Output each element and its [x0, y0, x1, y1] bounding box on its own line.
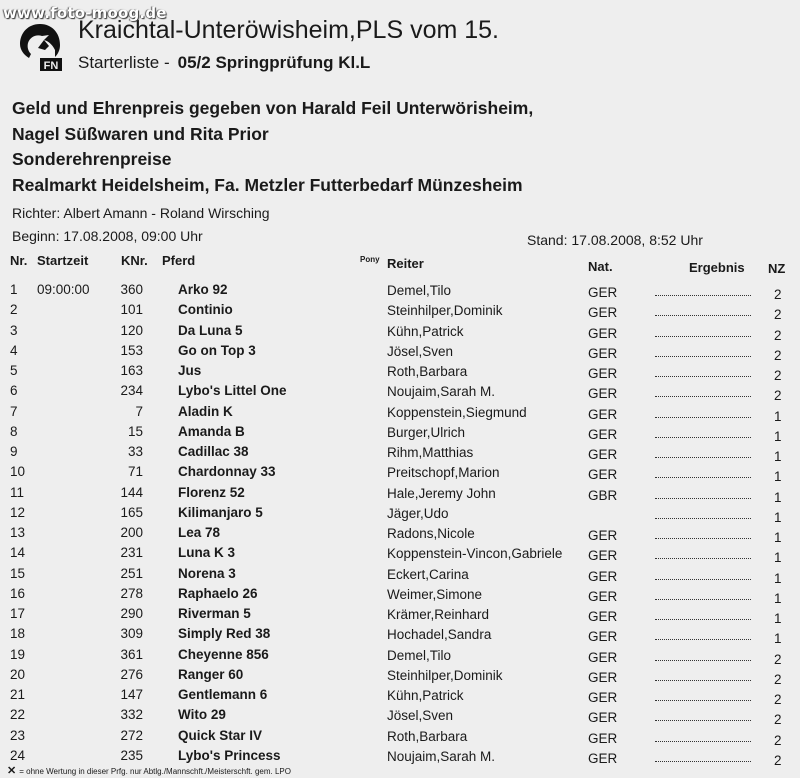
table-row [0, 383, 800, 403]
row-horse: Florenz 52 [178, 484, 245, 500]
row-knr: 200 [120, 525, 143, 540]
row-knr: 153 [120, 342, 143, 358]
row-knr: 278 [120, 585, 143, 601]
row-nz: 2 [774, 327, 782, 343]
result-dotted-line [655, 720, 751, 721]
table-row [0, 707, 800, 727]
table-row [0, 323, 800, 343]
header-nr: Nr. [10, 253, 28, 268]
table-row [0, 505, 800, 525]
row-knr: 290 [120, 606, 143, 621]
row-nr: 16 [10, 585, 26, 601]
result-dotted-line [655, 680, 751, 681]
table-row [0, 404, 800, 424]
row-rider: Jösel,Sven [387, 708, 454, 724]
row-rider: Hale,Jeremy John [387, 485, 496, 501]
header-ergebnis: Ergebnis [689, 260, 745, 275]
row-startzeit: 09:00:00 [37, 282, 90, 297]
table-row [0, 424, 800, 444]
row-nat: GER [588, 669, 618, 685]
header-pony: Pony [360, 255, 380, 264]
row-nr: 3 [10, 322, 18, 338]
row-nr: 22 [10, 707, 26, 723]
row-nat: GER [588, 588, 618, 604]
row-knr: 235 [120, 747, 143, 763]
row-nz: 1 [774, 590, 782, 606]
sponsor-line-3: Sonderehrenpreise [12, 149, 172, 169]
row-rider: Koppenstein-Vincon,Gabriele [387, 546, 563, 562]
row-nat: GER [588, 609, 618, 624]
row-nz: 1 [774, 570, 782, 586]
row-nr: 5 [10, 363, 18, 378]
row-nz: 1 [774, 631, 782, 647]
table-row [0, 444, 800, 464]
row-horse: Go on Top 3 [178, 342, 256, 358]
row-nz: 1 [774, 408, 782, 424]
table-row [0, 606, 800, 626]
row-nr: 9 [10, 444, 18, 459]
row-rider: Steinhilper,Dominik [387, 667, 503, 683]
row-rider: Jösel,Sven [387, 343, 454, 359]
row-nz: 2 [774, 692, 782, 707]
row-nat: GER [588, 305, 618, 321]
row-nz: 2 [774, 752, 782, 768]
row-knr: 163 [120, 363, 143, 378]
row-nat: GER [588, 325, 618, 341]
row-nz: 1 [774, 550, 782, 566]
row-knr: 33 [127, 444, 143, 459]
row-nr: 17 [10, 606, 26, 621]
row-rider: Burger,Ulrich [387, 424, 466, 440]
row-rider: Weimer,Simone [387, 586, 483, 602]
table-row [0, 302, 800, 322]
result-dotted-line [655, 761, 751, 762]
table-row [0, 343, 800, 363]
row-nat: GER [588, 426, 618, 442]
row-knr: 309 [120, 626, 143, 642]
footnote [7, 764, 291, 777]
row-nat: GER [588, 730, 618, 746]
row-rider: Jäger,Udo [387, 505, 449, 521]
row-rider: Eckert,Carina [387, 566, 469, 582]
row-rider: Hochadel,Sandra [387, 627, 492, 643]
row-nat: GER [588, 568, 618, 584]
table-row [0, 545, 800, 565]
row-nz: 2 [774, 307, 782, 323]
table-row [0, 363, 800, 383]
result-dotted-line [655, 741, 751, 742]
header-startzeit: Startzeit [37, 253, 89, 268]
row-nr: 13 [10, 525, 26, 540]
row-nat: GER [588, 366, 618, 381]
row-nz: 2 [774, 287, 782, 302]
row-rider: Kühn,Patrick [387, 688, 464, 703]
starterliste-label: Starterliste - [78, 53, 170, 72]
row-nat: GER [588, 406, 618, 422]
row-knr: 144 [120, 484, 143, 500]
result-dotted-line [655, 538, 751, 539]
table-row [0, 728, 800, 748]
row-knr: 231 [120, 545, 143, 561]
result-dotted-line [655, 417, 751, 418]
watermark-text: www.foto-moog.de [3, 4, 167, 22]
result-dotted-line [655, 477, 751, 478]
row-nr: 6 [10, 383, 18, 399]
result-dotted-line [655, 457, 751, 458]
row-nat: GER [588, 690, 618, 705]
row-nr: 20 [10, 666, 26, 682]
row-nat: GBR [588, 487, 618, 503]
row-nat: GER [588, 548, 618, 564]
row-nz: 1 [774, 509, 782, 525]
row-rider: Demel,Tilo [387, 283, 452, 298]
row-horse: Da Luna 5 [178, 322, 243, 338]
competition-name: 05/2 Springprüfung Kl.L [177, 53, 371, 72]
row-rider: Kühn,Patrick [387, 323, 464, 339]
result-dotted-line [655, 639, 751, 640]
footnote-text: = ohne Wertung in dieser Prfg. nur Abtlg./Mannschft./Meisterschft. gem. LPO [19, 767, 291, 776]
row-knr: 251 [120, 565, 143, 581]
row-nz: 1 [774, 469, 782, 485]
row-rider: Krämer,Reinhard [387, 607, 490, 622]
table-row [0, 525, 800, 545]
result-dotted-line [655, 599, 751, 600]
sponsor-line-4: Realmarkt Heidelsheim, Fa. Metzler Futterbedarf Münzesheim [12, 175, 523, 195]
row-horse: Ranger 60 [178, 666, 244, 682]
result-dotted-line [655, 356, 751, 357]
row-knr: 234 [120, 383, 143, 399]
row-nr: 15 [10, 565, 26, 581]
header-reiter: Reiter [387, 256, 424, 271]
table-row [0, 586, 800, 606]
row-knr: 332 [120, 707, 143, 723]
row-nat: GER [588, 528, 618, 543]
no-rating-cross-icon: ✕ [7, 765, 17, 777]
start-time-text: Beginn: 17.08.2008, 09:00 Uhr [12, 228, 203, 244]
row-knr: 71 [127, 464, 143, 480]
row-nz: 1 [774, 489, 782, 505]
row-knr: 15 [127, 423, 143, 439]
stand-text: Stand: 17.08.2008, 8:52 Uhr [527, 232, 703, 248]
row-nz: 2 [774, 732, 782, 748]
row-nz: 2 [774, 368, 782, 383]
result-dotted-line [655, 579, 751, 580]
row-nr: 18 [10, 626, 26, 642]
row-rider: Roth,Barbara [387, 364, 468, 379]
row-nr: 24 [10, 747, 26, 763]
result-dotted-line [655, 396, 751, 397]
result-dotted-line [655, 518, 751, 519]
result-dotted-line [655, 336, 751, 337]
result-dotted-line [655, 376, 751, 377]
row-knr: 276 [120, 666, 143, 682]
row-nz: 1 [774, 449, 782, 464]
row-horse: Riverman 5 [178, 606, 251, 621]
row-horse: Amanda B [178, 423, 245, 439]
row-nr: 1 [10, 282, 18, 297]
table-row [0, 647, 800, 667]
row-nat: GER [588, 710, 618, 726]
table-row [0, 566, 800, 586]
table-row [0, 667, 800, 687]
row-nr: 2 [10, 302, 18, 318]
row-rider: Koppenstein,Siegmund [387, 404, 527, 420]
row-horse: Chardonnay 33 [178, 464, 276, 480]
svg-text:FN: FN [43, 60, 59, 72]
row-nz: 1 [774, 428, 782, 444]
row-nz: 2 [774, 388, 782, 404]
row-nr: 7 [10, 403, 18, 419]
result-dotted-line [655, 619, 751, 620]
row-knr: 101 [120, 302, 143, 318]
result-dotted-line [655, 700, 751, 701]
row-horse: Norena 3 [178, 565, 236, 581]
row-rider: Rihm,Matthias [387, 445, 474, 460]
row-nr: 12 [10, 504, 26, 520]
row-nz: 1 [774, 611, 782, 626]
header-pferd: Pferd [162, 253, 196, 268]
result-dotted-line [655, 295, 751, 296]
row-horse: Simply Red 38 [178, 626, 271, 642]
row-horse: Cadillac 38 [178, 444, 249, 459]
row-horse: Quick Star IV [178, 727, 263, 743]
row-nat: GER [588, 285, 618, 300]
row-nat: GER [588, 345, 618, 361]
row-horse: Raphaelo 26 [178, 585, 258, 601]
row-horse: Gentlemann 6 [178, 687, 268, 702]
row-nz: 2 [774, 651, 782, 667]
row-nat: GER [588, 467, 618, 483]
row-rider: Noujaim,Sarah M. [387, 748, 496, 764]
row-horse: Luna K 3 [178, 545, 236, 561]
header-nat: Nat. [588, 259, 613, 274]
table-row [0, 626, 800, 646]
row-nat: GER [588, 750, 618, 766]
row-nat: GER [588, 629, 618, 645]
row-horse: Kilimanjaro 5 [178, 504, 263, 520]
row-rider: Radons,Nicole [387, 526, 475, 541]
row-nr: 21 [10, 687, 26, 702]
judges-text: Richter: Albert Amann - Roland Wirsching [12, 205, 270, 221]
row-rider: Preitschopf,Marion [387, 465, 500, 481]
row-nat: GER [588, 447, 618, 462]
row-knr: 120 [120, 322, 143, 338]
row-rider: Roth,Barbara [387, 728, 468, 744]
row-nr: 4 [10, 342, 18, 358]
subtitle [78, 53, 370, 73]
table-row [0, 687, 800, 707]
table-row [0, 485, 800, 505]
header-nz: NZ [768, 261, 786, 276]
row-nz: 2 [774, 671, 782, 687]
row-horse: Lea 78 [178, 525, 221, 540]
row-nz: 1 [774, 530, 782, 545]
row-horse: Wito 29 [178, 707, 226, 723]
row-knr: 361 [120, 646, 143, 662]
row-nr: 11 [10, 484, 25, 500]
row-knr: 7 [135, 403, 143, 419]
row-horse: Aladin K [178, 403, 233, 419]
row-nr: 19 [10, 646, 26, 662]
row-rider: Noujaim,Sarah M. [387, 384, 496, 400]
row-rider: Demel,Tilo [387, 647, 452, 663]
sponsor-line-2: Nagel Süßwaren und Rita Prior [12, 124, 269, 144]
row-knr: 360 [120, 282, 143, 297]
row-nr: 10 [10, 464, 26, 480]
row-knr: 147 [120, 687, 143, 702]
row-nr: 14 [10, 545, 26, 561]
row-knr: 165 [120, 504, 143, 520]
table-row [0, 464, 800, 484]
row-nat: GER [588, 649, 618, 665]
table-row [0, 282, 800, 302]
result-dotted-line [655, 498, 751, 499]
row-nr: 23 [10, 727, 26, 743]
result-dotted-line [655, 558, 751, 559]
header-knr: KNr. [121, 253, 148, 268]
result-dotted-line [655, 437, 751, 438]
row-horse: Lybo's Princess [178, 747, 281, 763]
row-nat: GER [588, 386, 618, 402]
row-horse: Arko 92 [178, 282, 228, 297]
row-horse: Jus [178, 363, 202, 378]
row-horse: Continio [178, 302, 233, 318]
row-nz: 2 [774, 712, 782, 728]
row-rider: Steinhilper,Dominik [387, 303, 503, 319]
result-dotted-line [655, 660, 751, 661]
fn-horse-logo-icon [16, 20, 64, 72]
row-nz: 2 [774, 347, 782, 363]
page-title: Kraichtal-Unteröwisheim,PLS vom 15. [78, 16, 499, 44]
row-nr: 8 [10, 423, 18, 439]
row-horse: Cheyenne 856 [178, 646, 269, 662]
row-knr: 272 [120, 727, 143, 743]
sponsor-line-1: Geld und Ehrenpreis gegeben von Harald Feil Unterwörisheim, [12, 98, 534, 118]
result-dotted-line [655, 315, 751, 316]
row-horse: Lybo's Littel One [178, 383, 287, 399]
